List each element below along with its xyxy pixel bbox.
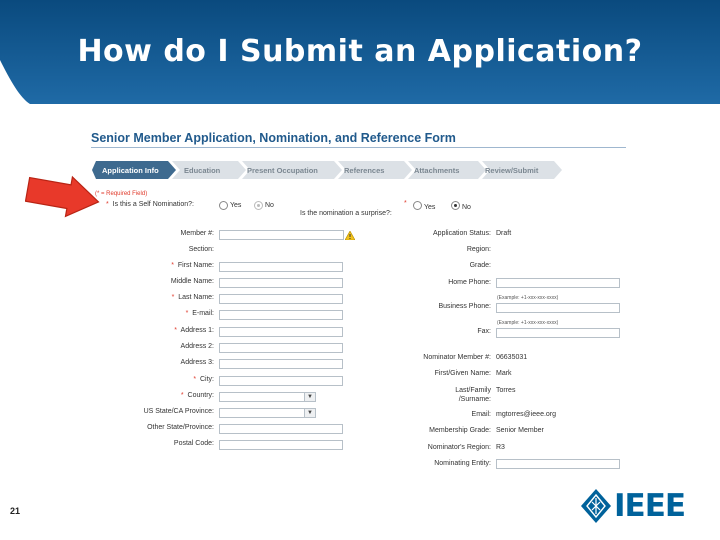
first-name-label: * First Name: <box>171 262 214 269</box>
warning-icon <box>345 231 355 240</box>
postal-code-input[interactable] <box>219 440 343 450</box>
section-label: Section: <box>188 246 214 253</box>
slide-header <box>0 0 720 104</box>
self-nomination-no-label: No <box>265 202 274 209</box>
tab-references[interactable] <box>338 161 412 179</box>
fax-label: Fax: <box>477 328 491 335</box>
email-input[interactable] <box>219 310 343 320</box>
first-given-name-value: Mark <box>496 370 512 377</box>
first-given-name-label: First/Given Name: <box>434 370 491 377</box>
page-number: 21 <box>10 506 21 516</box>
required-field-note: (* = Required Field) <box>95 191 148 197</box>
form-tabs <box>92 161 632 179</box>
business-phone-hint: (Example: +1-xxx-xxx-xxxx) <box>497 320 559 326</box>
country-label: * Country: <box>180 392 214 399</box>
slide-title: How do I Submit an Application? <box>77 34 643 69</box>
surprise-no-label: No <box>462 204 471 211</box>
address3-label: Address 3: <box>180 359 214 366</box>
address2-label: Address 2: <box>180 343 214 350</box>
postal-code-label: Postal Code: <box>173 440 214 447</box>
last-family-name-value: Torres <box>496 387 516 394</box>
address2-input[interactable] <box>219 343 343 353</box>
tab-attachments[interactable] <box>408 161 486 179</box>
tab-review-submit[interactable] <box>482 161 562 179</box>
last-family-name-label-line2: /Surname: <box>458 396 491 403</box>
us-state-select[interactable] <box>219 408 316 418</box>
tab-education[interactable] <box>172 161 246 179</box>
last-family-name-label-line1: Last/Family <box>455 387 491 394</box>
region-label: Region: <box>466 246 491 253</box>
address1-label: * Address 1: <box>174 327 214 334</box>
surprise-required-star: * <box>404 200 407 207</box>
nominator-member-number-label: Nominator Member #: <box>423 354 491 361</box>
tab-education-label: Education <box>184 166 221 175</box>
membership-grade-label: Membership Grade: <box>429 427 491 434</box>
city-label: * City: <box>193 376 214 383</box>
other-state-label: Other State/Province: <box>147 424 214 431</box>
us-state-label: US State/CA Province: <box>143 408 214 415</box>
self-nomination-no-radio[interactable] <box>254 201 263 210</box>
application-status-label: Application Status: <box>433 230 491 237</box>
self-nomination-yes-label: Yes <box>230 202 242 209</box>
first-name-input[interactable] <box>219 262 343 272</box>
grade-label: Grade: <box>469 262 491 269</box>
nominating-entity-label: Nominating Entity: <box>434 460 491 467</box>
other-state-input[interactable] <box>219 424 343 434</box>
city-input[interactable] <box>219 376 343 386</box>
tab-review-submit-label: Review/Submit <box>485 166 539 175</box>
nominator-email-value: mgtorres@ieee.org <box>496 411 557 418</box>
middle-name-label: Middle Name: <box>170 278 214 285</box>
nominators-region-label: Nominator's Region: <box>427 444 491 451</box>
home-phone-hint: (Example: +1-xxx-xxx-xxxx) <box>497 295 559 301</box>
chevron-down-icon: ▼ <box>304 409 315 417</box>
chevron-down-icon: ▼ <box>304 393 315 401</box>
tab-present-occupation-label: Present Occupation <box>247 166 318 175</box>
business-phone-label: Business Phone: <box>438 303 491 310</box>
surprise-yes-label: Yes <box>424 204 436 211</box>
country-select[interactable] <box>219 392 316 402</box>
form-title-divider <box>91 147 626 148</box>
home-phone-input[interactable] <box>496 278 620 288</box>
surprise-yes-radio[interactable] <box>413 201 422 210</box>
application-status-value: Draft <box>496 230 512 237</box>
last-name-label: * Last Name: <box>171 294 214 301</box>
self-nomination-yes-radio[interactable] <box>219 201 228 210</box>
address3-input[interactable] <box>219 359 343 369</box>
email-label: * E-mail: <box>185 310 214 317</box>
tab-references-label: References <box>344 166 385 175</box>
nominating-entity-input[interactable] <box>496 459 620 469</box>
pointer-arrow-icon <box>25 174 105 218</box>
surprise-no-radio[interactable] <box>451 201 460 210</box>
ieee-logo-icon <box>580 488 612 524</box>
middle-name-input[interactable] <box>219 278 343 288</box>
address1-input[interactable] <box>219 327 343 337</box>
nominator-member-number-value: 06635031 <box>496 354 528 361</box>
business-phone-input[interactable] <box>496 303 620 313</box>
tab-attachments-label: Attachments <box>414 166 460 175</box>
self-nomination-label: * Is this a Self Nomination?: <box>106 201 194 208</box>
last-name-input[interactable] <box>219 294 343 304</box>
tab-present-occupation[interactable] <box>242 161 342 179</box>
member-number-input[interactable] <box>219 230 344 240</box>
surprise-label: Is the nomination a surprise?: <box>300 210 392 217</box>
nominators-region-value: R3 <box>496 444 505 451</box>
home-phone-label: Home Phone: <box>448 279 491 286</box>
fax-input[interactable] <box>496 328 620 338</box>
ieee-logo-text: IEEE <box>614 488 686 524</box>
membership-grade-value: Senior Member <box>496 427 544 434</box>
member-number-label: Member #: <box>180 230 214 237</box>
form-title: Senior Member Application, Nomination, and Reference Form <box>91 131 456 145</box>
tab-application-info-label: Application Info <box>102 166 159 175</box>
nominator-email-label: Email: <box>471 411 491 418</box>
